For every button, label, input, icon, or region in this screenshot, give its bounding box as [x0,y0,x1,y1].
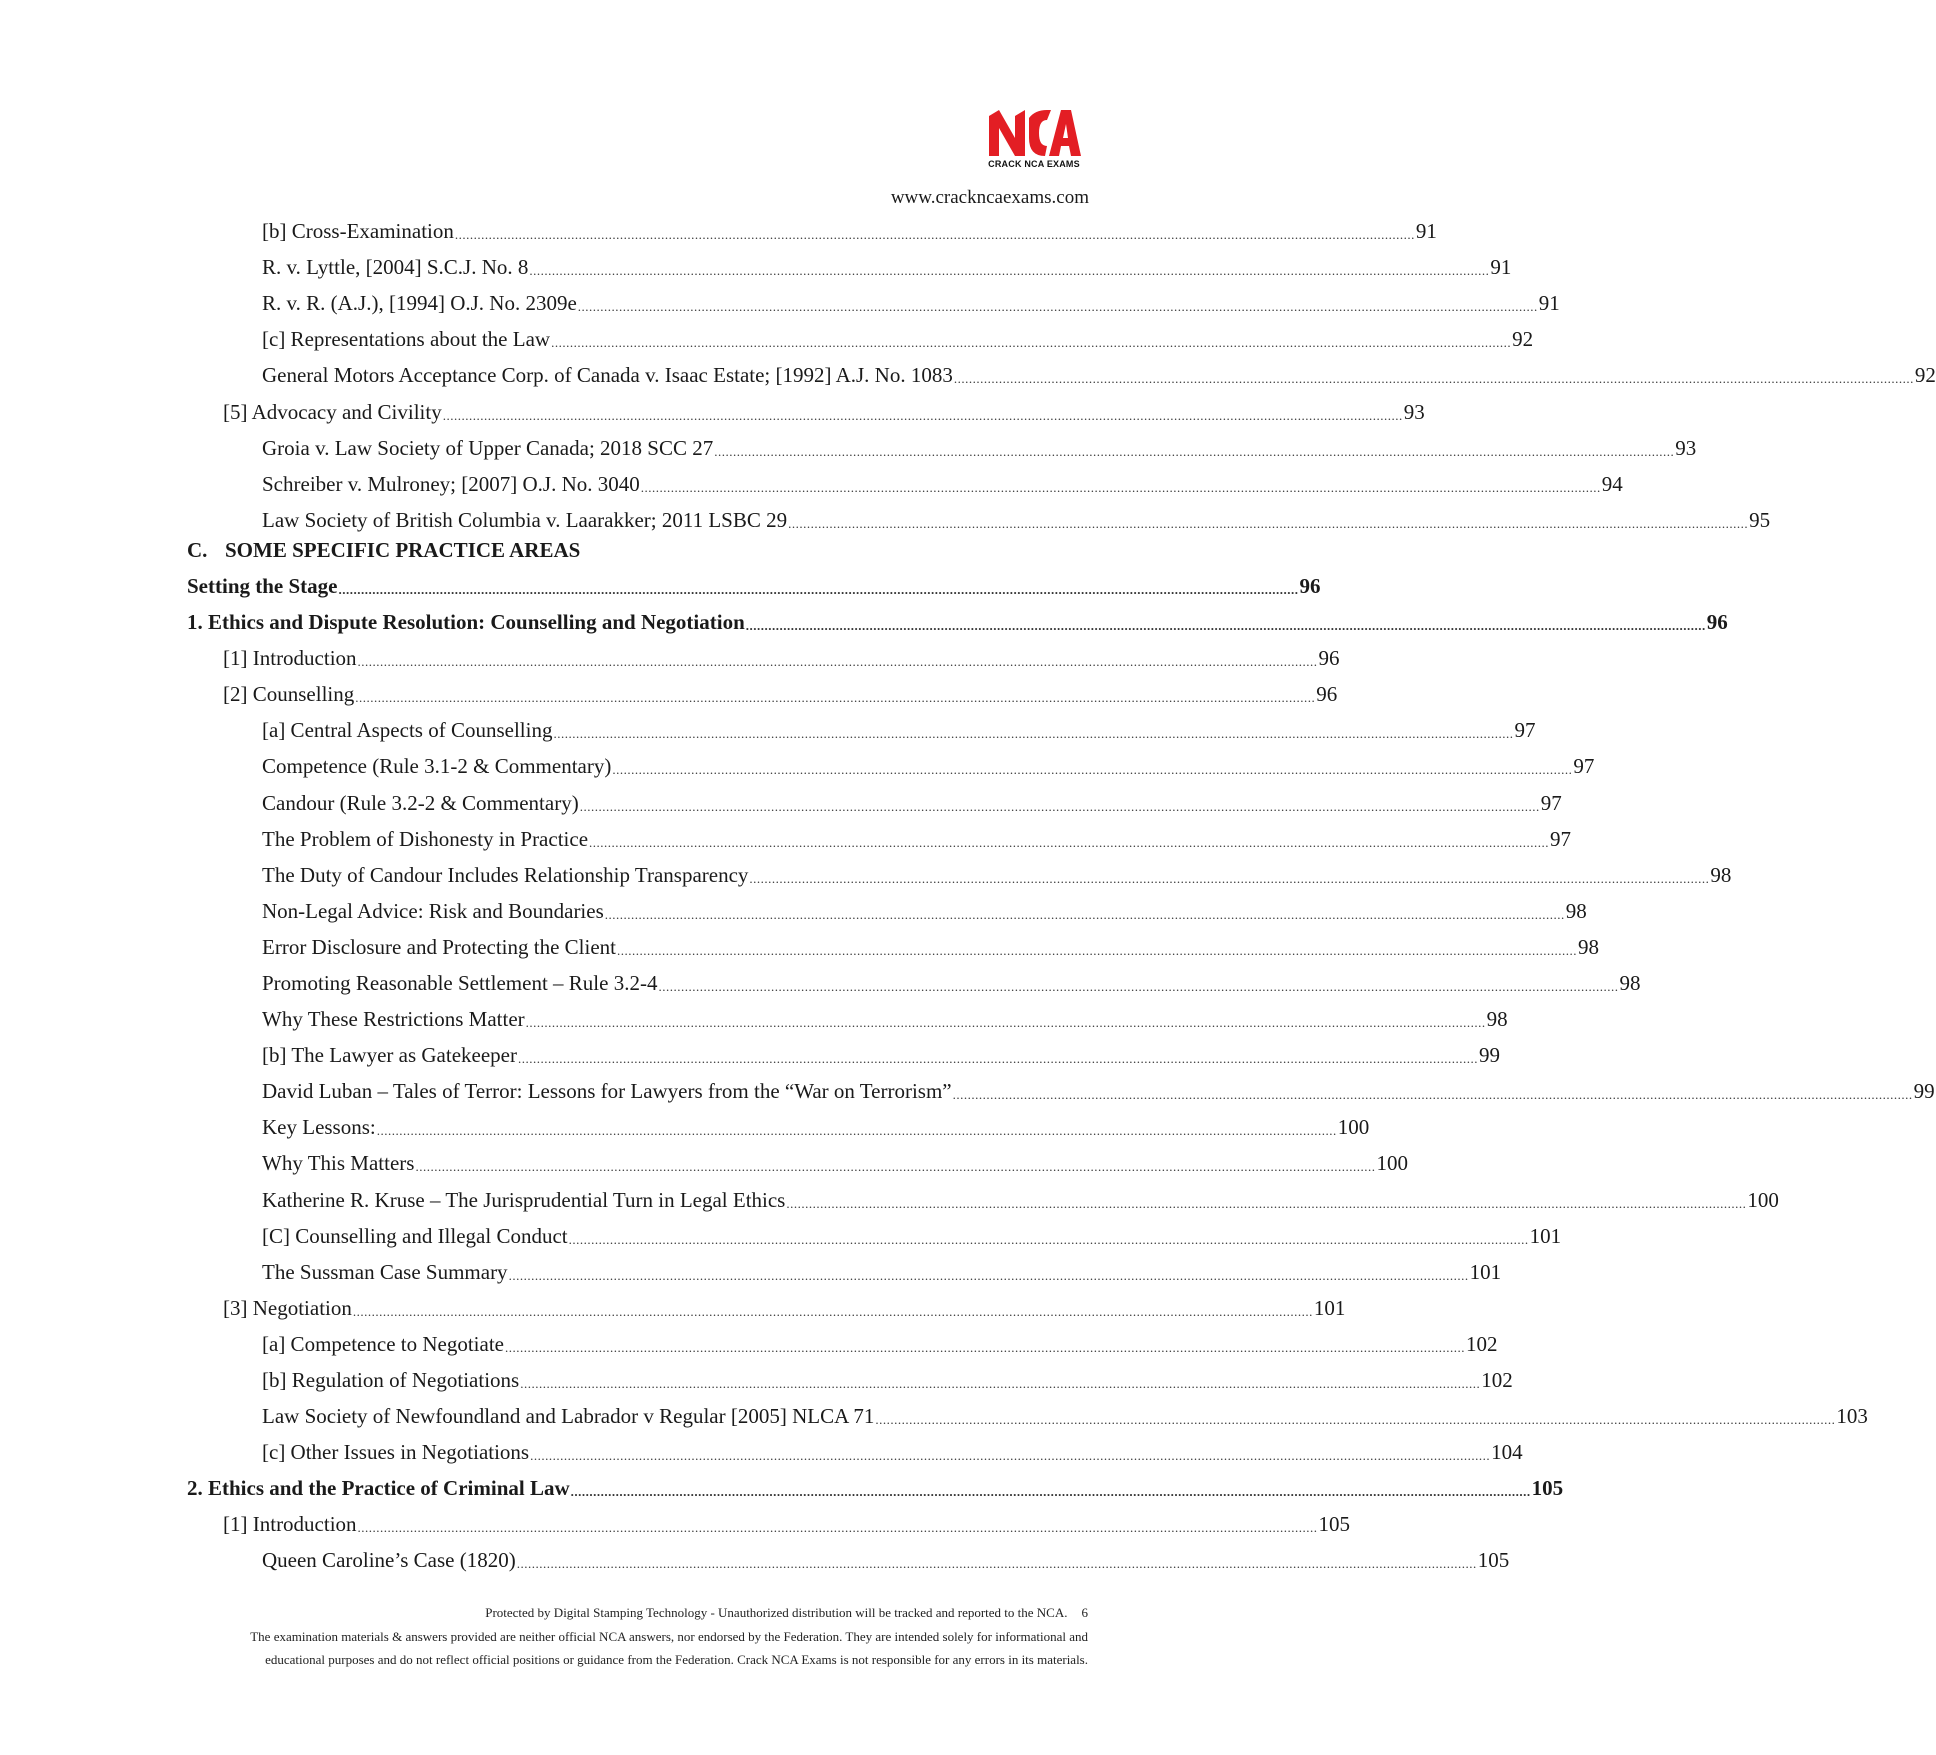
page-number: 97 [1514,718,1536,743]
page-number: 97 [1573,754,1595,779]
toc-entry[interactable]: [c] Other Issues in Negotiations ................................................................................................................................................................................................................................................................ 104 [262,1440,1523,1465]
footer-protection-notice: Protected by Digital Stamping Technology - Unauthorized distribution will be tracked and reported to the NCA. 6 [485,1605,1088,1620]
toc-entry[interactable]: Schreiber v. Mulroney; [2007] O.J. No. 3040 ................................................................................................................................................................................................................................................................ 94 [262,471,1623,496]
toc-entry[interactable]: Why These Restrictions Matter ................................................................................................................................................................................................................................................................ 98 [262,1007,1508,1032]
leader-dots: ................................................................................................................................................................................................................................................................ [952,1087,1913,1103]
section-heading [187,538,1089,568]
page-number: 105 [1318,1512,1351,1537]
leader-dots: ................................................................................................................................................................................................................................................................ [749,870,1710,886]
page-number: 91 [1490,255,1512,280]
toc-entry[interactable]: Setting the Stage ................................................................................................................................................................................................................................................................ 96 [187,573,1321,598]
page-number: 96 [1706,610,1728,635]
leader-dots: ................................................................................................................................................................................................................................................................ [530,1448,1491,1464]
page-number: 91 [1538,291,1560,316]
toc-entry[interactable]: Why This Matters ................................................................................................................................................................................................................................................................ 100 [262,1151,1408,1176]
leader-dots: ................................................................................................................................................................................................................................................................ [953,371,1914,387]
toc-entry[interactable]: Queen Caroline’s Case (1820) ................................................................................................................................................................................................................................................................ 105 [262,1548,1510,1573]
page-number: 99 [1478,1043,1500,1068]
leader-dots: ................................................................................................................................................................................................................................................................ [786,1195,1747,1211]
leader-dots: ................................................................................................................................................................................................................................................................ [745,618,1706,634]
leader-dots: ................................................................................................................................................................................................................................................................ [454,227,1415,243]
page-number: 105 [1531,1476,1564,1501]
toc-entry[interactable]: [b] Cross-Examination ................................................................................................................................................................................................................................................................ 91 [262,219,1437,244]
leader-dots: ................................................................................................................................................................................................................................................................ [612,762,1573,778]
page-number: 103 [1836,1404,1868,1429]
leader-dots: ................................................................................................................................................................................................................................................................ [355,690,1316,706]
logo-tagline: CRACK NCA EXAMS [988,159,1080,169]
website-url[interactable]: www.crackncaexams.com [890,187,1089,208]
crack-nca-logo [985,108,1083,176]
leader-dots: ................................................................................................................................................................................................................................................................ [551,335,1512,351]
leader-dots: ................................................................................................................................................................................................................................................................ [517,1051,1478,1067]
section-title: SOME SPECIFIC PRACTICE AREAS [225,537,581,562]
footer-disclaimer-line-1: The examination materials & answers provided are neither official NCA answers, nor endorsed by the Federation. They are intended solely for informational and [250,1629,1088,1644]
page-number: 93 [1675,435,1697,460]
page-number: 92 [1914,363,1936,388]
leader-dots: ................................................................................................................................................................................................................................................................ [640,479,1601,495]
page-number: 98 [1565,898,1587,923]
toc-entry[interactable]: [1] Introduction ................................................................................................................................................................................................................................................................ 105 [223,1512,1351,1537]
toc-entry[interactable]: Non-Legal Advice: Risk and Boundaries ................................................................................................................................................................................................................................................................ 98 [262,898,1587,923]
toc-entry[interactable]: [2] Counselling ................................................................................................................................................................................................................................................................ 96 [223,682,1338,707]
toc-entry[interactable]: The Problem of Dishonesty in Practice ................................................................................................................................................................................................................................................................ 97 [262,826,1572,851]
leader-dots: ................................................................................................................................................................................................................................................................ [357,654,1318,670]
toc-entry[interactable]: R. v. R. (A.J.), [1994] O.J. No. 2309e ................................................................................................................................................................................................................................................................ 91 [262,291,1560,316]
page-number: 96 [1299,573,1321,598]
page-number: 100 [1747,1187,1779,1212]
footer-disclaimer-line-2: educational purposes and do not reflect official positions or guidance from the Federation. Crack NCA Exams is not responsible for any errors in its materials. [265,1652,1088,1667]
page-number: 98 [1578,934,1599,959]
toc-entry[interactable]: David Luban – Tales of Terror: Lessons for Lawyers from the “War on Terrorism” ................................................................................................................................................................................................................................................................ 99 [262,1079,1935,1104]
page-number: 100 [1337,1115,1370,1140]
page-number: 98 [1619,970,1641,995]
leader-dots: ................................................................................................................................................................................................................................................................ [875,1412,1836,1428]
footer-page-number: 6 [1081,1605,1088,1620]
toc-entry[interactable]: The Duty of Candour Includes Relationship Transparency ................................................................................................................................................................................................................................................................ 98 [262,862,1732,887]
leader-dots: ................................................................................................................................................................................................................................................................ [415,1159,1376,1175]
leader-dots: ................................................................................................................................................................................................................................................................ [617,942,1577,958]
page-number: 104 [1491,1440,1523,1465]
toc-entry[interactable]: 1. Ethics and Dispute Resolution: Counselling and Negotiation ................................................................................................................................................................................................................................................................ 96 [187,610,1728,635]
toc-entry[interactable]: R. v. Lyttle, [2004] S.C.J. No. 8 ................................................................................................................................................................................................................................................................ 91 [262,255,1512,280]
page-number: 100 [1376,1151,1408,1176]
leader-dots: ................................................................................................................................................................................................................................................................ [577,299,1538,315]
leader-dots: ................................................................................................................................................................................................................................................................ [788,515,1749,531]
nca-logo-icon [985,108,1083,158]
toc-entry[interactable]: [5] Advocacy and Civility ................................................................................................................................................................................................................................................................ 93 [223,399,1425,424]
page-number: 97 [1550,826,1572,851]
page-number: 101 [1313,1295,1346,1320]
page-number: 98 [1486,1007,1508,1032]
toc-entry[interactable]: Groia v. Law Society of Upper Canada; 2018 SCC 27 ................................................................................................................................................................................................................................................................ 93 [262,435,1697,460]
leader-dots: ................................................................................................................................................................................................................................................................ [504,1339,1465,1355]
page-number: 99 [1913,1079,1935,1104]
leader-dots: ................................................................................................................................................................................................................................................................ [376,1123,1337,1139]
page-number: 95 [1749,507,1771,532]
toc-entry[interactable]: [1] Introduction ................................................................................................................................................................................................................................................................ 96 [223,646,1340,671]
page-number: 98 [1710,862,1732,887]
page-number: 94 [1601,471,1623,496]
page-number: 102 [1481,1368,1513,1392]
page-number: 97 [1540,790,1562,815]
leader-dots: ................................................................................................................................................................................................................................................................ [568,1231,1529,1247]
leader-dots: ................................................................................................................................................................................................................................................................ [338,581,1299,597]
section-letter: C. [187,537,208,562]
leader-dots: ................................................................................................................................................................................................................................................................ [529,263,1490,279]
toc-entry[interactable]: [a] Central Aspects of Counselling ................................................................................................................................................................................................................................................................ 97 [262,718,1536,743]
leader-dots: ................................................................................................................................................................................................................................................................ [520,1376,1481,1391]
toc-entry[interactable]: Candour (Rule 3.2-2 & Commentary) ................................................................................................................................................................................................................................................................ 97 [262,790,1562,815]
leader-dots: ................................................................................................................................................................................................................................................................ [579,798,1540,814]
toc-entry[interactable]: [b] The Lawyer as Gatekeeper ................................................................................................................................................................................................................................................................ 99 [262,1043,1500,1068]
toc-entry[interactable]: 2. Ethics and the Practice of Criminal Law ................................................................................................................................................................................................................................................................ 105 [187,1476,1564,1501]
toc-entry[interactable]: Competence (Rule 3.1-2 & Commentary) ................................................................................................................................................................................................................................................................ 97 [262,754,1595,779]
toc-entry[interactable]: Law Society of British Columbia v. Laarakker; 2011 LSBC 29 ................................................................................................................................................................................................................................................................ 95 [262,507,1771,532]
leader-dots: ................................................................................................................................................................................................................................................................ [570,1484,1531,1500]
leader-dots: ................................................................................................................................................................................................................................................................ [589,834,1550,850]
toc-entry[interactable]: [c] Representations about the Law ................................................................................................................................................................................................................................................................ 92 [262,327,1534,352]
toc-entry[interactable]: Error Disclosure and Protecting the Client ................................................................................................................................................................................................................................................................ 98 [262,934,1599,959]
leader-dots: ................................................................................................................................................................................................................................................................ [604,906,1565,922]
toc-entry[interactable]: [b] Regulation of Negotiations ................................................................................................................................................................................................................................................................ 102 [262,1368,1513,1392]
leader-dots: ................................................................................................................................................................................................................................................................ [442,407,1403,423]
page-number: 96 [1318,646,1340,671]
page-number: 105 [1477,1548,1510,1573]
page-number: 91 [1415,219,1437,244]
toc-entry[interactable]: Key Lessons: ................................................................................................................................................................................................................................................................ 100 [262,1115,1370,1140]
page-number: 101 [1529,1223,1562,1248]
leader-dots: ................................................................................................................................................................................................................................................................ [516,1556,1477,1572]
page-number: 93 [1403,399,1425,424]
toc-entry[interactable]: Katherine R. Kruse – The Jurisprudential Turn in Legal Ethics ................................................................................................................................................................................................................................................................ 100 [262,1187,1779,1212]
leader-dots: ................................................................................................................................................................................................................................................................ [352,1303,1313,1319]
leader-dots: ................................................................................................................................................................................................................................................................ [553,726,1514,742]
toc-entry[interactable]: Promoting Reasonable Settlement – Rule 3.2-4 ................................................................................................................................................................................................................................................................ 98 [262,970,1641,995]
leader-dots: ................................................................................................................................................................................................................................................................ [525,1015,1486,1031]
toc-entry[interactable]: The Sussman Case Summary ................................................................................................................................................................................................................................................................ 101 [262,1259,1502,1284]
leader-dots: ................................................................................................................................................................................................................................................................ [658,978,1619,994]
page-number: 102 [1465,1331,1498,1356]
toc-entry[interactable]: [C] Counselling and Illegal Conduct ................................................................................................................................................................................................................................................................ 101 [262,1223,1562,1248]
page-number: 101 [1469,1259,1502,1284]
leader-dots: ................................................................................................................................................................................................................................................................ [508,1267,1469,1283]
table-of-contents [187,213,1936,1578]
toc-entry[interactable]: Law Society of Newfoundland and Labrador v Regular [2005] NLCA 71 ................................................................................................................................................................................................................................................................ 103 [262,1404,1868,1429]
leader-dots: ................................................................................................................................................................................................................................................................ [714,443,1675,459]
page-number: 96 [1316,682,1338,707]
toc-entry[interactable]: [3] Negotiation ................................................................................................................................................................................................................................................................ 101 [223,1295,1346,1320]
toc-entry[interactable]: [a] Competence to Negotiate ................................................................................................................................................................................................................................................................ 102 [262,1331,1498,1356]
toc-entry[interactable]: General Motors Acceptance Corp. of Canada v. Isaac Estate; [1992] A.J. No. 1083 ................................................................................................................................................................................................................................................................ 92 [262,363,1936,388]
leader-dots: ................................................................................................................................................................................................................................................................ [357,1520,1318,1536]
page-number: 92 [1512,327,1534,352]
